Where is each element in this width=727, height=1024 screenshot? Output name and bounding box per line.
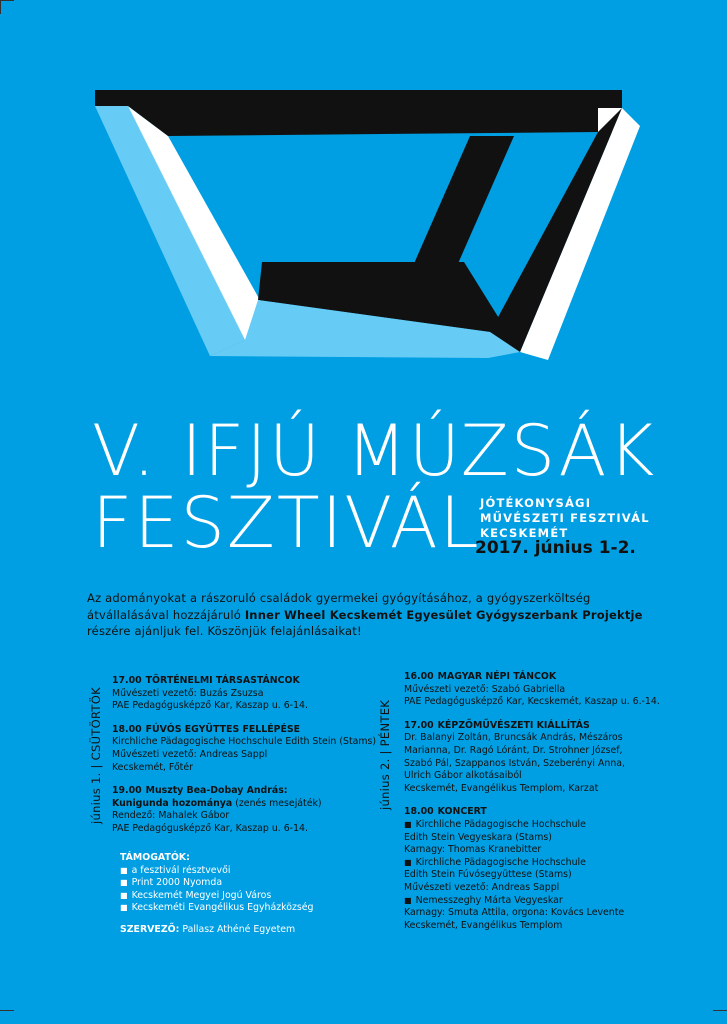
subtitle-line: MŰVÉSZETI FESZTIVÁL (480, 511, 650, 525)
event-time: 17.00 (404, 719, 434, 731)
concert-line (404, 907, 674, 920)
sponsor-name: Print 2000 Nyomda (131, 877, 223, 889)
event-time: 18.00 (404, 806, 434, 818)
square-bullet-icon: ■ (404, 819, 412, 829)
concert-lineup (404, 819, 674, 932)
festival-date: 2017. június 1-2. (475, 538, 636, 558)
event-title: TÖRTÉNELMI TÁRSASTÁNCOK (145, 675, 300, 686)
subtitle-line: JÓTÉKONYSÁGI (480, 496, 592, 510)
festival-title-line2: FESZTIVÁL (92, 482, 481, 564)
square-bullet-icon: ■ (120, 890, 128, 900)
square-bullet-icon: ■ (404, 895, 412, 905)
event-title: KÉPZŐMŰVÉSZETI KIÁLLÍTÁS (437, 719, 590, 731)
crop-mark (0, 1010, 14, 1011)
event-detail: PAE Pedagógusképző Kar, Kaszap u. 6-14. (112, 700, 308, 712)
event-title: Muszty Bea-Dobay András: (145, 785, 288, 797)
concert-line-text: Edith Stein Vegyeskara (Stams) (404, 831, 552, 843)
concert-line (404, 895, 674, 908)
sponsor-name: Kecskeméti Evangélikus Egyházközség (131, 902, 314, 914)
event-subtitle: Kunigunda hozománya (112, 797, 233, 809)
program-event (112, 785, 382, 835)
concert-line (404, 832, 674, 845)
concert-line (404, 882, 674, 895)
event-detail: PAE Pedagógusképző Kar, Kecskemét, Kaszap u. 6.-14. (404, 696, 660, 708)
organizer (120, 924, 295, 935)
square-bullet-icon: ■ (120, 903, 128, 913)
concert-line-text: Karnagy: Smuta Attila, orgona: Kovács Levente (404, 907, 625, 919)
sponsor-name: a fesztivál résztvevői (131, 864, 231, 876)
concert-line-text: Művészeti vezető: Andreas Sappl (404, 881, 560, 893)
sponsor-item (120, 890, 314, 903)
event-detail: Dr. Balanyi Zoltán, Bruncsák András, Mészáros (404, 732, 623, 744)
organizer-label: SZERVEZŐ: (120, 924, 180, 935)
square-bullet-icon: ■ (120, 865, 128, 875)
organizer-name: Pallasz Athéné Egyetem (179, 924, 296, 935)
concert-line (404, 857, 674, 870)
crop-mark (0, 0, 14, 1)
event-detail: Ulrich Gábor alkotásaiból (404, 770, 522, 782)
sponsors-heading: TÁMOGATÓK: (120, 852, 190, 863)
concert-line (404, 819, 674, 832)
event-time: 16.00 (404, 671, 434, 682)
event-detail: Kirchliche Pädagogische Hochschule Edith Stein (Stams) (112, 736, 377, 748)
event-detail: Rendező: Mahalek Gábor (112, 810, 230, 822)
event-subtitle-note: (zenés mesejáték) (232, 797, 322, 809)
sponsor-item (120, 877, 314, 890)
event-detail: Kecskemét, Főtér (112, 761, 193, 773)
intro-paragraph (87, 590, 647, 640)
festival-title-line1: V. IFJÚ MÚZSÁK (92, 410, 657, 492)
intro-text: részére ajánljuk fel. Köszönjük felajánlásaikat! (87, 624, 362, 638)
intro-text: Az adományokat a rászoruló családok gyermekei gyógyításához, a gyógyszerköltség átvállalásával hozzájáruló (87, 591, 591, 622)
concert-line-text: Kirchliche Pädagogische Hochschule (415, 818, 586, 830)
event-detail: Kecskemét, Evangélikus Templom, Karzat (404, 782, 599, 794)
impossible-frame-logo-icon (0, 0, 727, 380)
sponsor-item (120, 902, 314, 915)
event-detail: Művészeti vezető: Buzás Zsuzsa (112, 687, 264, 699)
event-detail: Művészeti vezető: Szabó Gabriella (404, 683, 566, 695)
logo-right-white-band (520, 108, 640, 360)
crop-mark (0, 0, 1, 14)
square-bullet-icon: ■ (404, 857, 412, 867)
concert-line-text: Kecskemét, Evangélikus Templom (404, 919, 563, 931)
program-event (112, 724, 382, 774)
event-title: MAGYAR NÉPI TÁNCOK (437, 671, 557, 682)
program-event (404, 720, 674, 796)
sponsor-item (120, 865, 314, 878)
concert-line-text: Edith Stein Fúvósegyüttese (Stams) (404, 869, 572, 881)
concert-line (404, 920, 674, 933)
event-detail: Művészeti vezető: Andreas Sappl (112, 748, 268, 760)
concert-line (404, 844, 674, 857)
event-title: FÚVÓS EGYÜTTES FELLÉPÉSE (145, 723, 301, 735)
event-time: 17.00 (112, 675, 142, 686)
event-detail: Marianna, Dr. Ragó Lóránt, Dr. Strohner József, (404, 744, 623, 756)
day1-label: június 1. | CSÜTÖRTÖK (89, 687, 103, 824)
sponsors-block (120, 852, 314, 915)
crop-mark (713, 1010, 727, 1011)
subtitle-line: KECSKEMÉT (480, 526, 569, 540)
square-bullet-icon: ■ (120, 878, 128, 888)
event-time: 19.00 (112, 785, 142, 797)
festival-subtitle (480, 496, 650, 541)
day2-label: június 2. | PÉNTEK (378, 699, 392, 810)
concert-line-text: Nemesszeghy Márta Vegyeskar (415, 894, 563, 906)
program-event (404, 671, 674, 709)
day1-program (112, 675, 382, 847)
sponsor-name: Kecskemét Megyei Jogú Város (131, 889, 272, 901)
day2-program (404, 671, 674, 943)
event-title: KONCERT (437, 806, 487, 818)
concert-line-text: Karnagy: Thomas Kranebitter (404, 844, 542, 856)
logo-top-black-band (95, 90, 622, 136)
program-event (404, 806, 674, 932)
event-time: 18.00 (112, 723, 142, 735)
event-detail: PAE Pedagógusképző Kar, Kaszap u. 6-14. (112, 822, 308, 834)
intro-bold-text: Inner Wheel Kecskemét Egyesület Gyógyszerbank Projektje (244, 607, 643, 622)
event-detail: Szabó Pál, Szappanos István, Szeberényi Anna, (404, 757, 626, 769)
concert-line-text: Kirchliche Pädagogische Hochschule (415, 856, 586, 868)
concert-line (404, 869, 674, 882)
program-event (112, 675, 382, 713)
